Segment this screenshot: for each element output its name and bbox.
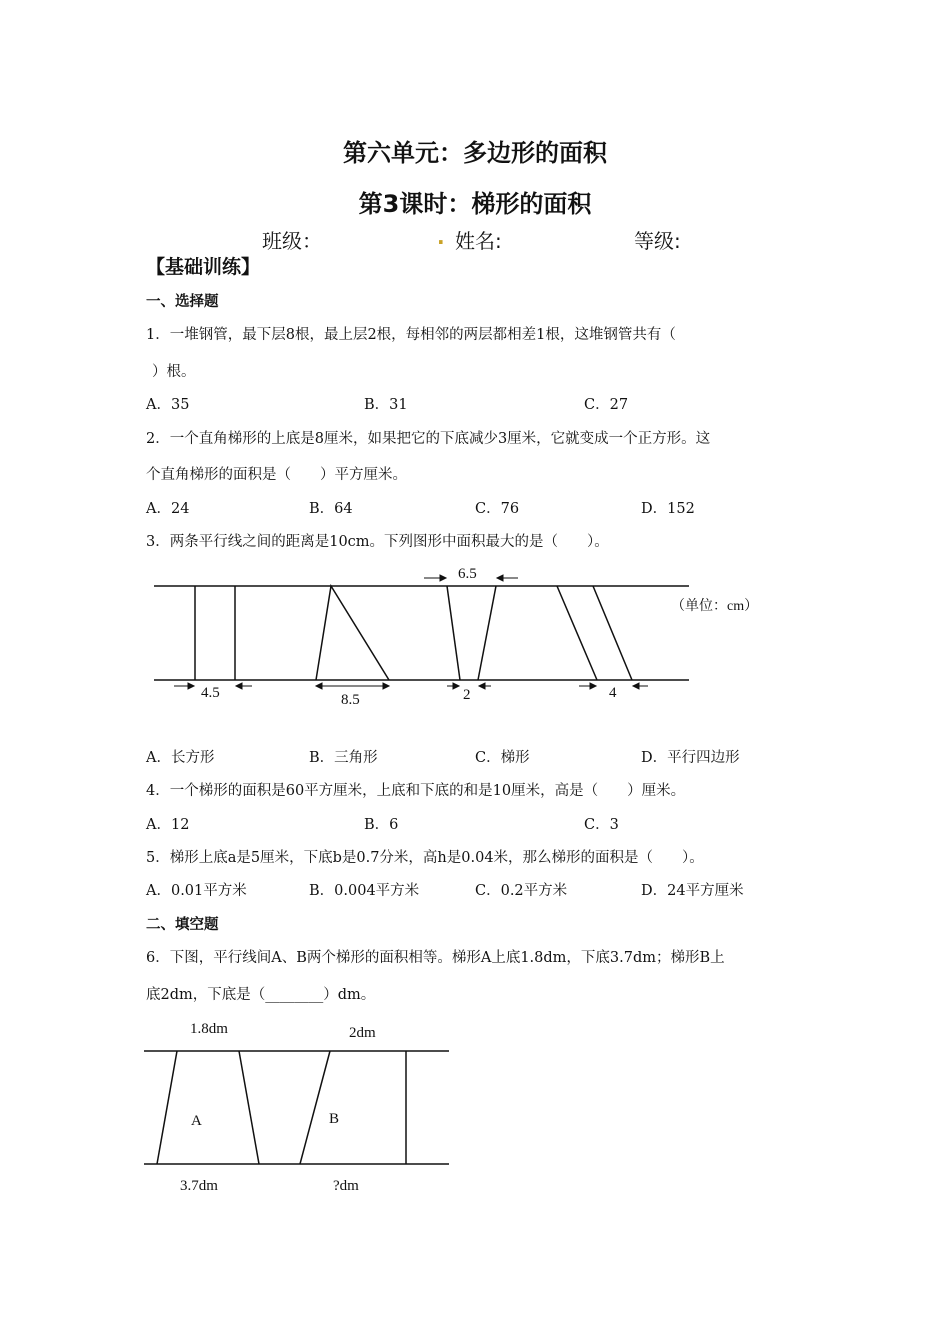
q3-triangle [316,586,389,680]
q6-line2 [146,983,375,1004]
q6-a-top-label: 1.8dm [190,1021,228,1037]
q3-unit-label: （单位：cm） [671,599,759,614]
q1-line1: 1．一堆钢管，最下层8根，最上层2根，每相邻的两层都相差1根，这堆钢管共有（ [146,327,676,343]
q4-line1: 4．一个梯形的面积是60平方厘米，上底和下底的和是10厘米，高是（ ）厘米。 [146,783,686,799]
q2-option-d: D．152 [641,501,695,517]
name-label: 姓名: [455,229,502,253]
q4-option-c: C．3 [584,817,619,833]
q5-option-c: C．0.2平方米 [475,883,568,899]
q1-line2: ）根。 [152,364,196,380]
q3-option-c: C．梯形 [475,750,530,766]
part2-heading: 二、填空题 [146,917,219,933]
q6-line2-prefix: 底2dm，下底是（ [146,987,266,1003]
q5-option-d: D．24平方厘米 [641,883,744,899]
q1-option-a: A．35 [146,397,190,413]
page-title: 第六单元：多边形的面积 [343,139,607,167]
q2-option-a: A．24 [146,501,190,517]
q3-option-b: B．三角形 [309,750,378,766]
decorative-dot: . [437,225,445,249]
grade-label: 等级: [634,229,681,253]
q1-option-b: B．31 [364,397,408,413]
q3-parallelogram-right-side [593,586,632,680]
section-tag: 【基础训练】 [146,256,261,278]
q6-b-top-label: 2dm [349,1025,376,1041]
q3-option-a: A．长方形 [146,750,215,766]
q5-option-b: B．0.004平方米 [309,883,420,899]
q4-option-a: A．12 [146,817,190,833]
q3-parallelogram-left-side [557,586,597,680]
q6-trapezoid-b-left-side [300,1051,330,1164]
q3-rect-width-label: 4.5 [201,685,220,701]
q6-trapezoid-a-label: A [191,1113,202,1129]
q6-line1: 6．下图，平行线间A、B两个梯形的面积相等。梯形A上底1.8dm，下底3.7dm；梯形B上 [146,950,725,966]
q3-trapezoid-top-label: 6.5 [458,566,477,582]
part1-heading: 一、选择题 [146,294,219,310]
q6-trapezoid-b-label: B [329,1111,340,1127]
class-label: 班级： [262,229,322,253]
q6-trapezoid-a-left-side [157,1051,177,1164]
q3-triangle-base-label: 8.5 [341,692,360,708]
q1-option-c: C．27 [584,397,629,413]
q2-line1: 2．一个直角梯形的上底是8厘米，如果把它的下底减少3厘米，它就变成一个正方形。这 [146,431,711,447]
q5-option-a: A．0.01平方米 [146,883,247,899]
q3-option-d: D．平行四边形 [641,750,740,766]
q6-trapezoid-a-right-side [239,1051,259,1164]
q3-trapezoid-right-side [478,586,496,680]
q2-option-b: B．64 [309,501,353,517]
q3-trapezoid-bottom-label: 2 [463,687,471,703]
q5-line1: 5．梯形上底a是5厘米，下底b是0.7分米，高h是0.04米，那么梯形的面积是（ ）。 [146,850,704,866]
q3-trapezoid-left-side [447,586,460,680]
q6-answer-blank[interactable]: ________ [265,987,324,1003]
q6-line2-suffix: ）dm。 [323,987,376,1003]
q2-option-c: C．76 [475,501,520,517]
q3-parallelogram-base-label: 4 [609,685,617,701]
q6-b-bottom-label: ?dm [333,1178,359,1194]
page-subtitle: 第3课时：梯形的面积 [358,190,592,218]
q4-option-b: B．6 [364,817,399,833]
q2-line2: 个直角梯形的面积是（ ）平方厘米。 [146,467,407,483]
q3-line1: 3．两条平行线之间的距离是10cm。下列图形中面积最大的是（ ）。 [146,534,609,550]
q6-a-bottom-label: 3.7dm [180,1178,218,1194]
